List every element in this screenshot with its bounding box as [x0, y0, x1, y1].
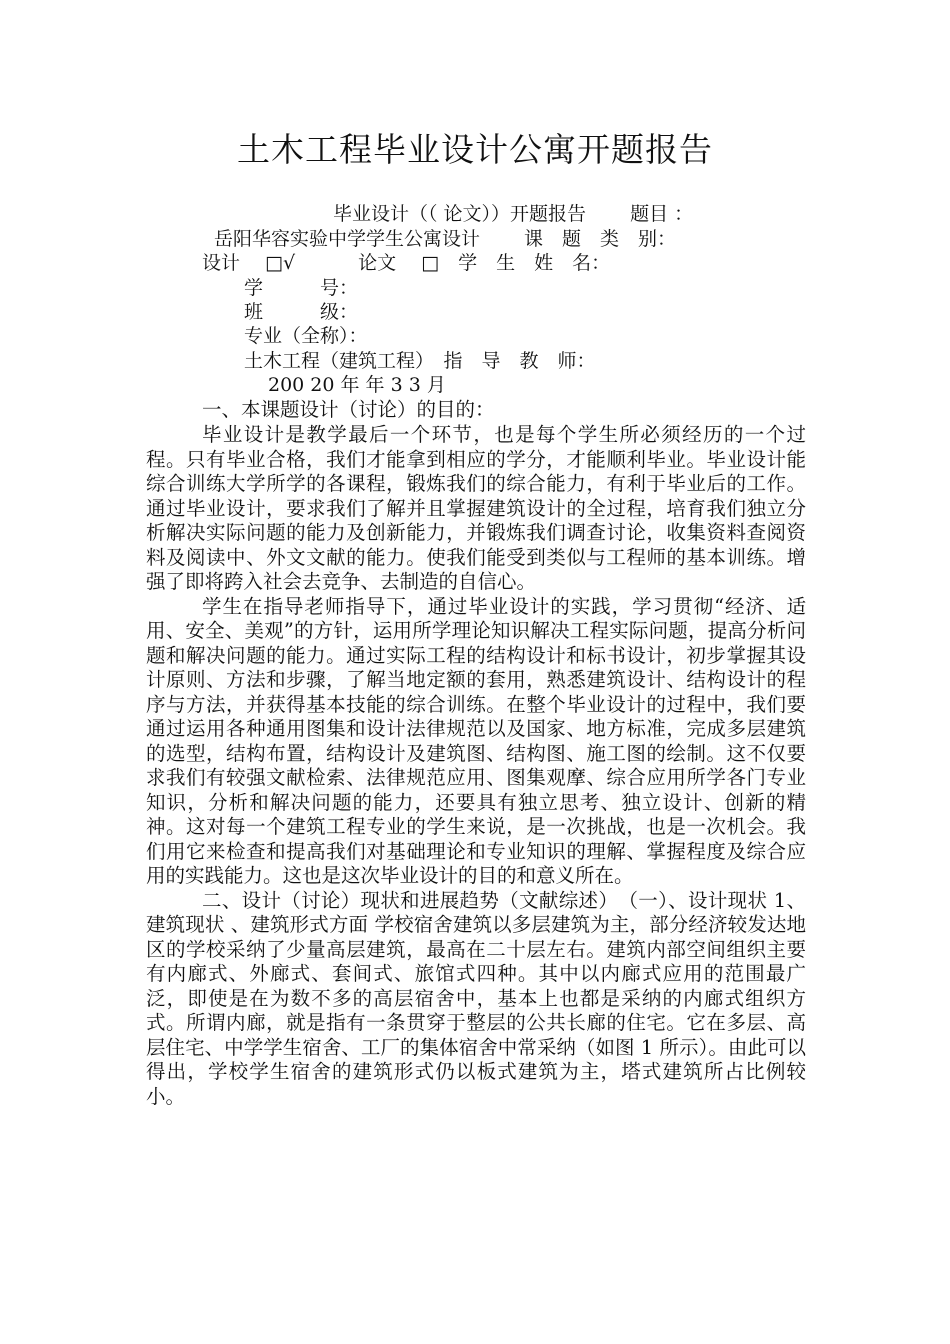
document-title: 土木工程毕业设计公寓开题报告 — [237, 130, 713, 169]
meta-line-major: 专业（全称）： — [244, 325, 368, 347]
meta-line-student-id: 学 号： — [244, 277, 359, 299]
section1-body — [146, 423, 806, 1109]
meta-line-type-student-name: 设计 □√ 论文 □ 学 生 姓 名： — [202, 252, 611, 274]
section1-heading: 一、本课题设计（讨论）的目的： — [202, 398, 495, 421]
meta-line-project-category: 岳阳华容实验中学学生公寓设计 课 题 类 别： — [214, 228, 677, 250]
meta-line-class: 班 级： — [244, 301, 359, 323]
meta-line-advisor: 土木工程（建筑工程） 指 导 教 师： — [244, 350, 596, 372]
meta-line-report-topic: 毕业设计（（ 论文））开题报告 题目 ： — [333, 203, 694, 225]
paragraph-practice: 学生在指导老师指导下，通过毕业设计的实践，学习贯彻“经济、适用、安全、美观”的方针，运用所学理论知识解决工程实际问题，提高分析问题和解决问题的能力。通过实际工程的结构设计和标书设计，初步掌握其设计原则、方法和步骤，了解当地定额的套用，熟悉建筑设计、结构设计的程序与方法，并获得基本技能的综合训练。在整个毕业设计的过程中，我们要通过运用各种通用图集和设计法律规范以及国家、地方标准，完成多层建筑的选型，结构布置，结构设计及建筑图、结构图、施工图的绘制。这不仅要求我们有较强文献检索、法律规范应用、图集观摩、综合应用所学各门专业知识，分析和解决问题的能力，还要具有独立思考、独立设计、创新的精神。这对每一个建筑工程专业的学生来说，是一次挑战，也是一次机会。我们用它来检查和提高我们对基础理论和专业知识的理解、掌握程度及综合应用的实践能力。这也是这次毕业设计的目的和意义所在。 — [146, 594, 806, 887]
meta-line-date: 200 20 年 年 3 3 月 — [268, 374, 446, 396]
paragraph-purpose: 毕业设计是教学最后一个环节，也是每个学生所必须经历的一个过程。只有毕业合格，我们才能拿到相应的学分，才能顺利毕业。毕业设计能综合训练大学所学的各课程，锻炼我们的综合能力，有利于毕业后的工作。通过毕业设计，要求我们了解并且掌握建筑设计的全过程，培育我们独立分析解决实际问题的能力及创新能力，并锻炼我们调查讨论，收集资料查阅资料及阅读中、外文文献的能力。使我们能受到类似与工程师的基本训练。增强了即将跨入社会去竞争、去制造的自信心。 — [146, 423, 806, 593]
paragraph-section2: 二、设计（讨论）现状和进展趋势（文献综述） （一）、设计现状 1、建筑现状 、建筑形式方面 学校宿舍建筑以多层建筑为主，部分经济较发达地区的学校采纳了少量高层建筑，最高在二十层左右。建筑内部空间组织主要有内廊式、外廊式、套间式、旅馆式四种。其中以内廊式应用的范围最广泛，即使是在为数不多的高层宿舍中，基本上也都是采纳的内廊式组织方式。所谓内廊，就是指有一条贯穿于整层的公共长廊的住宅。它在多层、高层住宅、中学学生宿舍、工厂的集体宿舍中常采纳（如图 1 所示）。由此可以得出，学校学生宿舍的建筑形式仍以板式建筑为主，塔式建筑所占比例较小。 — [146, 888, 806, 1108]
